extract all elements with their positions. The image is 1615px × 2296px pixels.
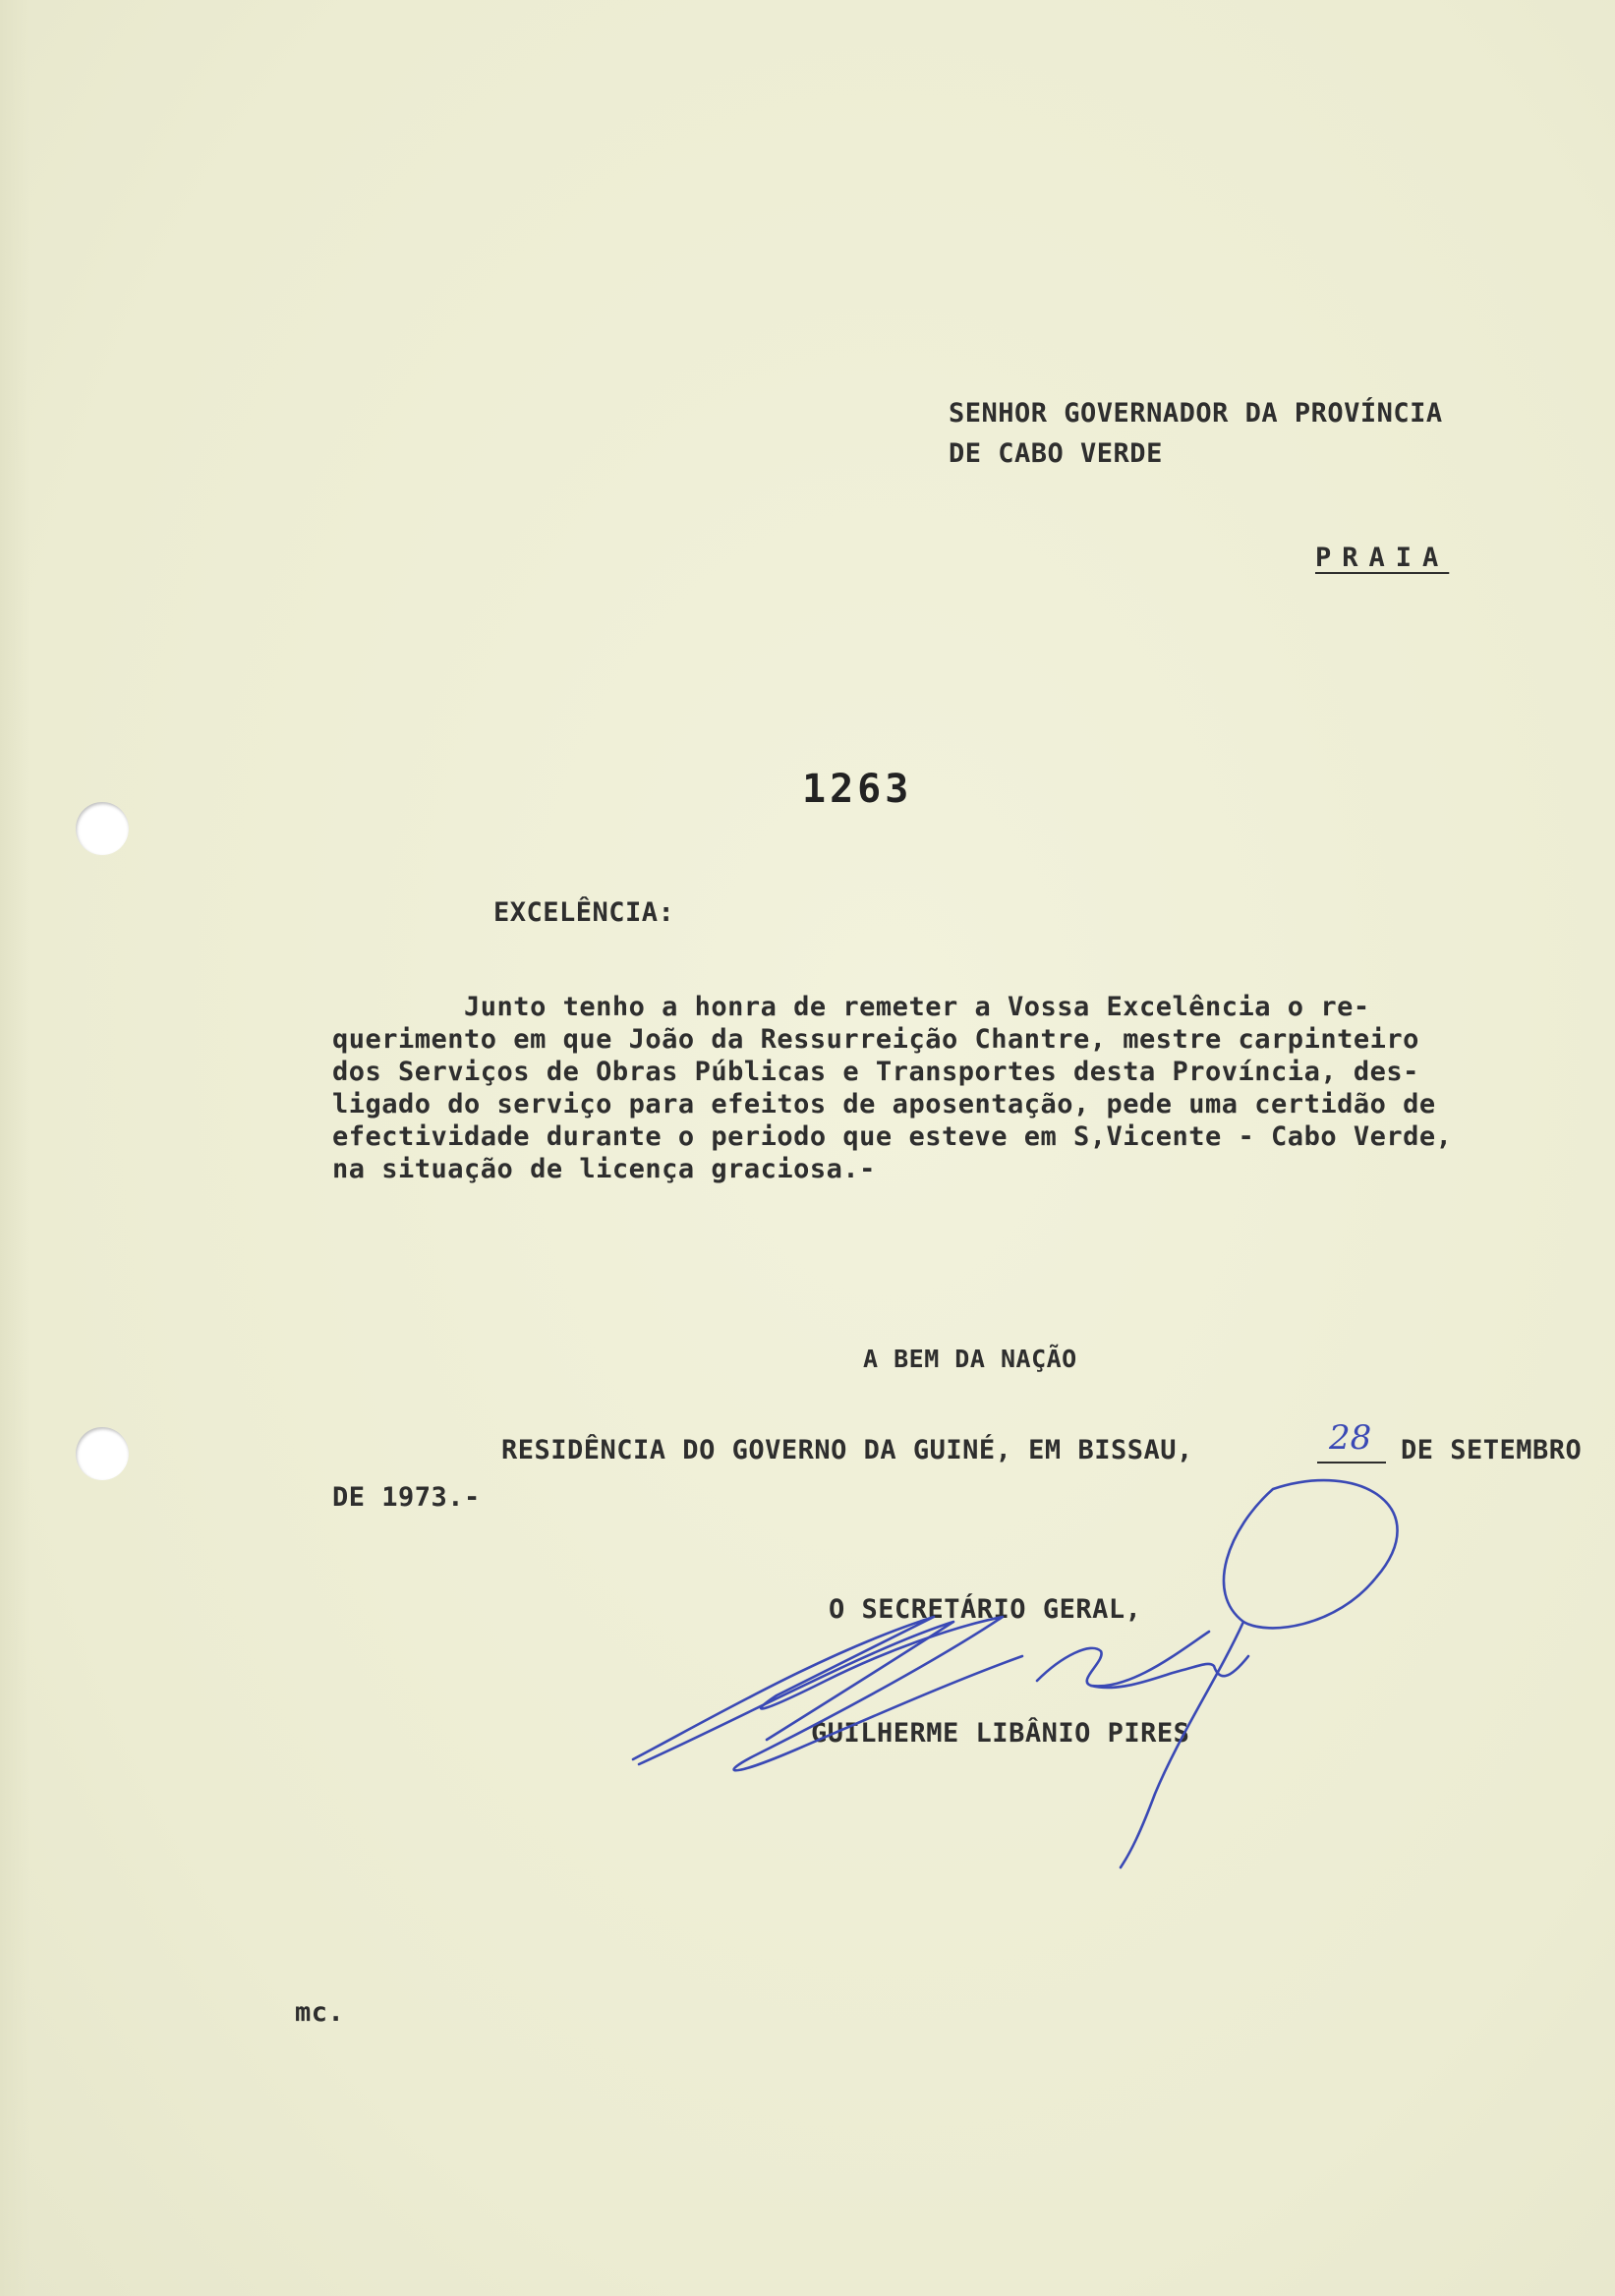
place-date-line-2: DE 1973.- — [332, 1482, 481, 1513]
handwritten-day: 28 — [1329, 1418, 1372, 1458]
handwritten-signature — [629, 1469, 1445, 1872]
letter-body — [332, 991, 1452, 1185]
body-line: querimento em que João da Ressurreição Chantre, mestre carpinteiro — [332, 1024, 1419, 1055]
page-edge-shadow — [0, 0, 29, 2296]
body-line: na situação de licença graciosa.- — [332, 1154, 876, 1184]
place-date-line-1: RESIDÊNCIA DO GOVERNO DA GUINÉ, EM BISSAU, — [501, 1435, 1193, 1465]
punch-hole-top — [76, 802, 129, 855]
body-line: dos Serviços de Obras Públicas e Transportes desta Província, des- — [332, 1057, 1419, 1087]
date-underline — [1317, 1462, 1386, 1464]
recipient-line-2: DE CABO VERDE — [949, 438, 1163, 469]
punch-hole-bottom — [76, 1427, 129, 1480]
typist-initials: mc. — [295, 1997, 345, 2028]
signatory-name: GUILHERME LIBÂNIO PIRES — [811, 1718, 1190, 1749]
body-line: ligado do serviço para efeitos de aposentação, pede uma certidão de — [332, 1089, 1436, 1119]
signatory-title: O SECRETÁRIO GERAL, — [829, 1594, 1142, 1625]
place-date-month: DE SETEMBRO — [1401, 1435, 1583, 1465]
recipient-city: PRAIA — [1315, 543, 1450, 573]
document-number: 1263 — [802, 767, 913, 812]
closing-formula: A BEM DA NAÇÃO — [863, 1345, 1077, 1373]
body-line: Junto tenho a honra de remeter a Vossa Excelência o re- — [332, 992, 1370, 1022]
recipient-line-1: SENHOR GOVERNADOR DA PROVÍNCIA — [949, 398, 1443, 429]
body-line: efectividade durante o periodo que esteve em S,Vicente - Cabo Verde, — [332, 1121, 1453, 1152]
salutation: EXCELÊNCIA: — [493, 897, 675, 928]
